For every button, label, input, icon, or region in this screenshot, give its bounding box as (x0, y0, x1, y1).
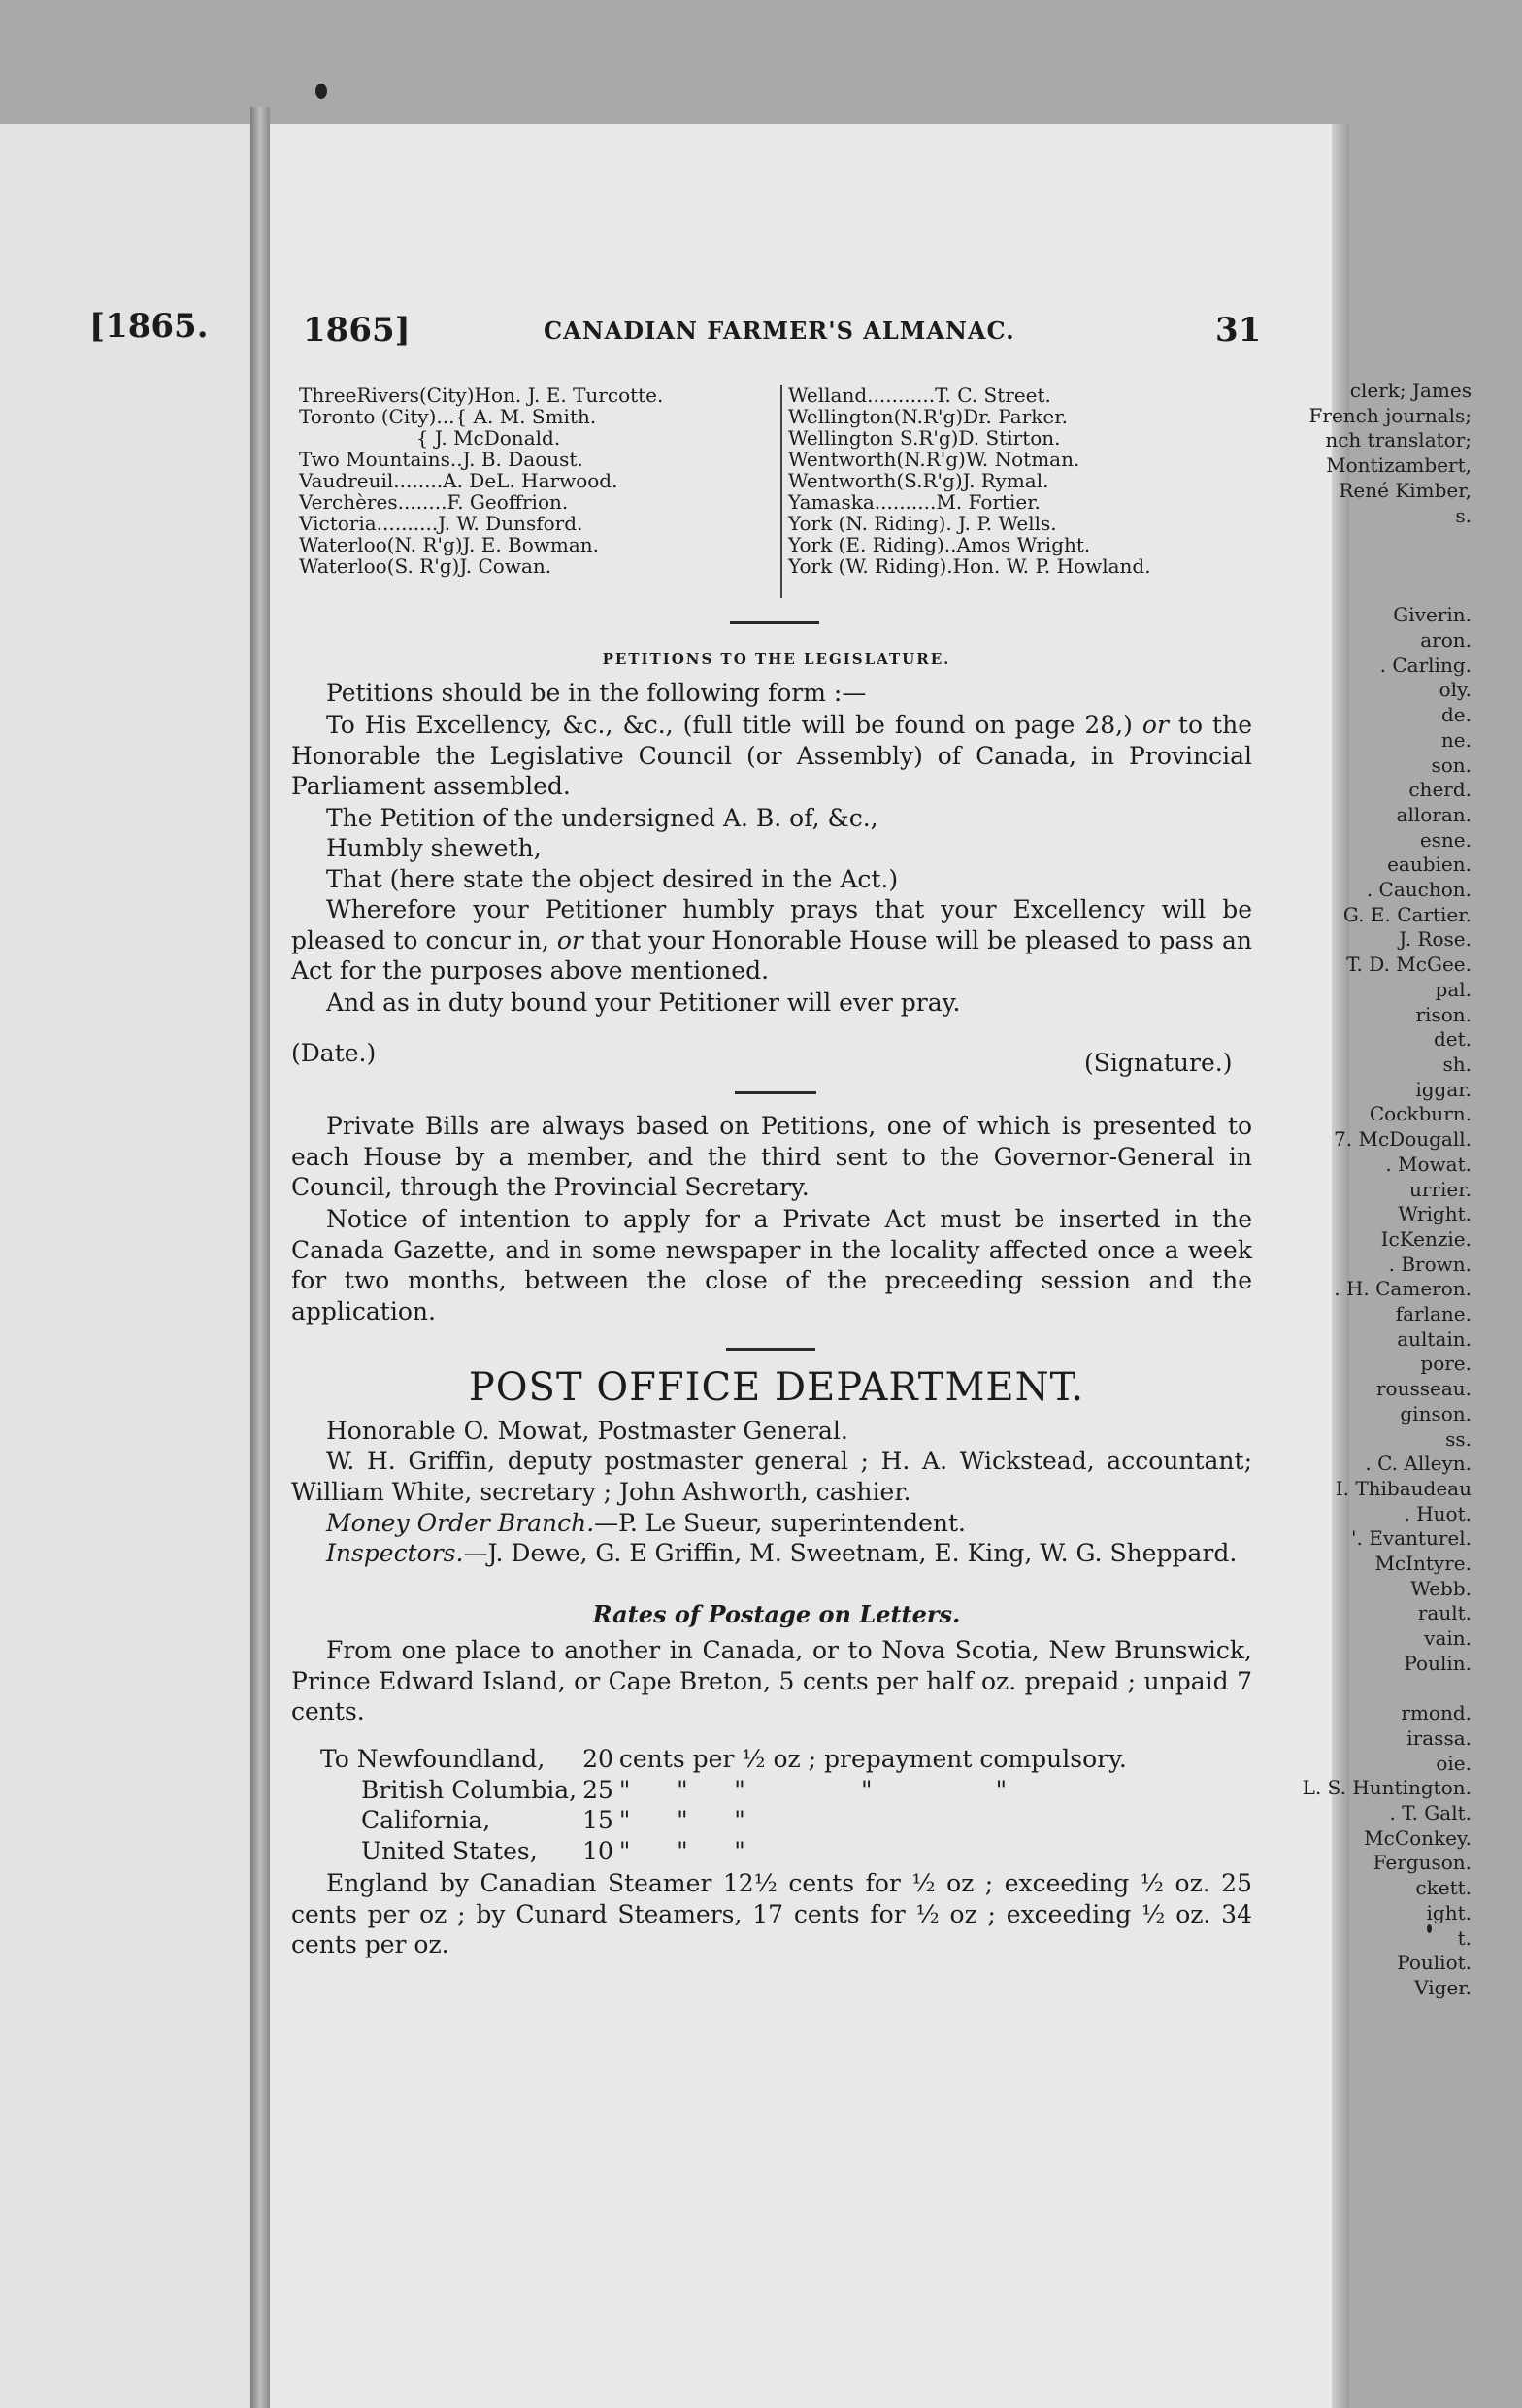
left-page-line: nch translator; (1325, 428, 1472, 452)
postage-cell: cents per ½ oz ; prepayment compulsory. (618, 1745, 1127, 1773)
member-entry: Yamaska..........M. Fortier. (788, 490, 1041, 514)
left-page-line: rison. (1415, 1002, 1472, 1026)
petition-of: The Petition of the undersigned A. B. of, &c., (326, 804, 878, 832)
left-page-line: Giverin. (1393, 603, 1472, 627)
postage-cell: California, (361, 1806, 491, 1834)
left-page-line: ckett. (1415, 1876, 1472, 1900)
left-page-line: Ferguson. (1373, 1851, 1472, 1875)
left-page-line: rmond. (1401, 1701, 1472, 1725)
petition-sheweth: Humbly sheweth, (326, 834, 542, 862)
left-page-line: s. (1455, 503, 1472, 527)
petition-intro: Petitions should be in the following form :— (326, 679, 867, 707)
member-entry: Wentworth(N.R'g)W. Notman. (788, 448, 1080, 471)
left-page-line: Viger. (1414, 1976, 1472, 1999)
postage-cell: 10 (582, 1836, 613, 1865)
postmaster-general: Honorable O. Mowat, Postmaster General. (326, 1417, 848, 1445)
member-entry: Toronto (City)...{ A. M. Smith. (299, 405, 597, 428)
left-page (0, 124, 250, 2408)
member-entry: York (E. Riding)..Amos Wright. (788, 533, 1091, 556)
postage-cell: 20 (582, 1745, 613, 1773)
section-rule (735, 1091, 816, 1094)
left-page-line: René Kimber, (1339, 478, 1472, 502)
book-gutter (250, 107, 270, 2408)
left-page-line: pore. (1420, 1352, 1472, 1376)
rates-intro: From one place to another in Canada, or to Nova Scotia, New Brunswick, Prince Edward Island, or Cape Breton, 5 cents per half oz. prepaid ; unpaid 7 cents. (291, 1636, 1252, 1725)
postage-cell: 15 (582, 1806, 613, 1834)
left-page-line: . T. Galt. (1389, 1801, 1472, 1825)
left-page-line: son. (1431, 752, 1472, 777)
member-entry: Wellington S.R'g)D. Stirton. (788, 426, 1061, 450)
members-left-column (299, 385, 663, 577)
left-page-line (1161, 528, 1472, 553)
left-page-line: irassa. (1406, 1725, 1472, 1750)
left-page-line: eaubien. (1387, 853, 1472, 877)
member-entry: Wentworth(S.R'g)J. Rymal. (788, 469, 1049, 492)
postage-cell: " " " (618, 1806, 745, 1834)
left-page-line: J. Rose. (1399, 927, 1472, 952)
left-page-line: aron. (1420, 628, 1472, 652)
left-page-line: rault. (1417, 1601, 1472, 1625)
post-office-title: POST OFFICE DEPARTMENT. (468, 1365, 1085, 1410)
left-page-line: I. Thibaudeau (1335, 1476, 1472, 1500)
left-page-line: alloran. (1396, 802, 1472, 826)
left-page-line: ight. (1426, 1900, 1472, 1924)
ink-spot (315, 84, 327, 99)
left-page-line: t. (1457, 1925, 1472, 1950)
post-office-staff: W. H. Griffin, deputy postmaster general ; H. A. Wickstead, accountant; William White, secretary ; John Ashworth, cashier. (291, 1447, 1252, 1506)
postage-row (320, 1836, 1133, 1867)
postage-cell: British Columbia, (361, 1775, 578, 1804)
postage-cell: To Newfoundland, (320, 1745, 546, 1773)
left-page-line: . C. Alleyn. (1365, 1452, 1472, 1476)
postage-row (320, 1744, 1133, 1775)
left-page-line: de. (1441, 703, 1472, 727)
left-page-line: aultain. (1397, 1326, 1472, 1351)
left-page-year: [1865. (89, 307, 209, 346)
petition-prayer: Wherefore your Petitioner humbly prays that your Excellency will be pleased to concur in, or that your Honorable House will be pleased to pass an Act for the purposes above mentioned. (291, 895, 1252, 985)
left-page-line: McConkey. (1364, 1825, 1472, 1850)
left-page-line: . Cauchon. (1366, 878, 1472, 902)
left-page-line: Webb. (1410, 1576, 1472, 1600)
money-order-branch: Money Order Branch.—P. Le Sueur, superintendent. (326, 1509, 966, 1537)
left-page-line: '. Evanturel. (1351, 1526, 1472, 1551)
left-page-line: L. S. Huntington. (1302, 1776, 1472, 1800)
member-entry: ThreeRivers(City)Hon. J. E. Turcotte. (299, 384, 664, 407)
page-number: 31 (1215, 311, 1262, 350)
petition-date: (Date.) (291, 1039, 377, 1067)
left-page-line: sh. (1442, 1052, 1472, 1076)
left-page-line: . Carling. (1379, 652, 1472, 677)
left-page-line: ss. (1445, 1426, 1472, 1451)
postage-table (320, 1744, 1133, 1866)
postage-cell: United States, (361, 1836, 538, 1865)
postage-cell: " " " (618, 1836, 745, 1865)
member-entry: { J. McDonald. (299, 426, 561, 450)
left-page-line: rousseau. (1375, 1377, 1472, 1401)
member-entry: York (W. Riding).Hon. W. P. Howland. (788, 554, 1151, 578)
inspectors: Inspectors.—J. Dewe, G. E Griffin, M. Sweetnam, E. King, W. G. Sheppard. (326, 1539, 1238, 1567)
left-page-line: farlane. (1395, 1302, 1472, 1326)
left-page-line: iggar. (1415, 1077, 1472, 1101)
left-page-line: urrier. (1409, 1177, 1472, 1201)
left-page-line: Cockburn. (1369, 1102, 1472, 1126)
member-entry: Wellington(N.R'g)Dr. Parker. (788, 405, 1068, 428)
left-page-line: Montizambert, (1326, 453, 1472, 478)
member-entry: Welland...........T. C. Street. (788, 384, 1051, 407)
england-rates: England by Canadian Steamer 12½ cents for ½ oz ; exceeding ½ oz. 25 cents per oz ; by Cunard Steamers, 17 cents for ½ oz ; exceeding ½ oz. 34 cents per oz. (291, 1869, 1252, 1958)
rates-heading: Rates of Postage on Letters. (592, 1600, 961, 1628)
left-page-line: cherd. (1408, 778, 1472, 802)
left-page-line: Poulin. (1404, 1651, 1472, 1675)
petition-signature: (Signature.) (1084, 1049, 1233, 1077)
left-page-line: G. E. Cartier. (1342, 902, 1472, 926)
member-entry: Waterloo(S. R'g)J. Cowan. (299, 554, 552, 578)
postage-row (320, 1775, 1133, 1806)
petition-object: That (here state the object desired in the Act.) (326, 865, 899, 893)
left-page-line: Pouliot. (1397, 1951, 1472, 1975)
postage-cell: " " " " " (618, 1775, 1008, 1804)
member-entry: Waterloo(N. R'g)J. E. Bowman. (299, 533, 600, 556)
postage-cell: 25 (582, 1775, 613, 1804)
section-rule (730, 621, 819, 624)
left-page-line: Wright. (1398, 1202, 1472, 1226)
left-page-line: . Brown. (1388, 1252, 1472, 1276)
left-page-line: 7. McDougall. (1334, 1127, 1472, 1152)
left-page-line: oly. (1439, 678, 1472, 702)
running-head-title: CANADIAN FARMER'S ALMANAC. (544, 317, 1015, 345)
left-page-line: ne. (1440, 727, 1472, 752)
left-page-line: esne. (1419, 827, 1472, 852)
left-page-line: French journals; (1308, 403, 1472, 427)
left-page-line (1161, 579, 1472, 604)
members-right-column (780, 385, 1151, 598)
petition-address: To His Excellency, &c., &c., (full title will be found on page 28,) or to the Honorable the Legislative Council (or Assembly) of Canada, in Provincial Parliament assembled. (291, 711, 1253, 800)
left-page-line (1161, 553, 1472, 579)
member-entry: Victoria..........J. W. Dunsford. (299, 512, 583, 535)
section-rule (726, 1348, 815, 1351)
private-bills-text: Private Bills are always based on Petitions, one of which is presented to each House by a member, and the third sent to the Governor-General in Council, through the Provincial Secretary. (291, 1112, 1252, 1201)
member-entry: Two Mountains..J. B. Daoust. (299, 448, 583, 471)
postage-row (320, 1805, 1133, 1836)
left-page-line: T. D. McGee. (1346, 953, 1472, 977)
left-page-line: IcKenzie. (1380, 1226, 1472, 1251)
petitions-heading: PETITIONS TO THE LEGISLATURE. (602, 651, 951, 668)
member-entry: Vaudreuil........A. DeL. Harwood. (299, 469, 618, 492)
member-entry: York (N. Riding). J. P. Wells. (788, 512, 1057, 535)
member-entry: Verchères........F. Geoffrion. (299, 490, 569, 514)
left-page-line: det. (1433, 1027, 1472, 1052)
left-page-line: ginson. (1400, 1401, 1472, 1425)
private-act-notice: Notice of intention to apply for a Private Act must be inserted in the Canada Gazette, and in some newspaper in the locality affected once a week for two months, between the close of the preceeding session and the application. (291, 1205, 1252, 1325)
left-page-line: . Mowat. (1385, 1152, 1472, 1176)
left-page-line: . H. Cameron. (1334, 1277, 1472, 1301)
left-page-line: vain. (1424, 1626, 1472, 1651)
left-page-line: oie. (1436, 1751, 1472, 1775)
left-page-line: pal. (1435, 977, 1472, 1001)
left-page-line: McIntyre. (1374, 1552, 1472, 1576)
running-head-year: 1865] (303, 311, 411, 350)
left-page-line: . Huot. (1404, 1501, 1472, 1525)
left-page-line: clerk; James (1349, 379, 1472, 402)
petition-duty: And as in duty bound your Petitioner will ever pray. (326, 988, 961, 1017)
